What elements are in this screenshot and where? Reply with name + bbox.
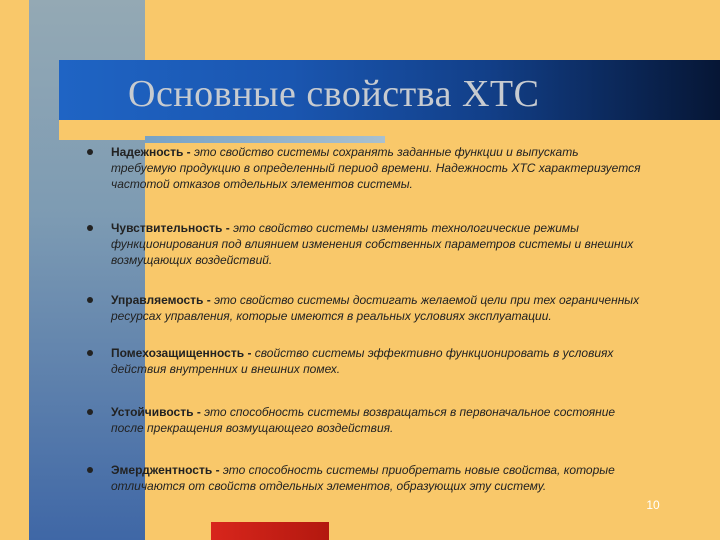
property-description: это способность системы возвращаться в первоначальное состояние после прекращения возмущающего воздействия. (111, 405, 616, 435)
property-description: это свойство системы изменять технологические режимы функционирования под влиянием изменения собственных параметров системы и внешних возмущающих воздействий. (111, 221, 634, 267)
property-separator: - (222, 221, 234, 235)
bullet-dot-icon (87, 225, 93, 231)
title-accent-line (145, 136, 385, 143)
property-term: Управляемость (111, 293, 204, 307)
bottom-accent-bar (211, 522, 329, 540)
property-description: свойство системы эффективно функционировать в условиях действия внутренних и внешних помех. (111, 346, 614, 376)
bullet-dot-icon (87, 467, 93, 473)
property-description: это свойство системы достигать желаемой цели при тех ограниченных ресурсах управления, которые имеются в реальных условиях эксплуатации. (111, 293, 640, 323)
bullet-dot-icon (87, 409, 93, 415)
title-bar-notch (59, 120, 145, 140)
property-term: Чувствительность (111, 221, 223, 235)
bullet-dot-icon (87, 149, 93, 155)
property-term: Надежность (111, 145, 184, 159)
property-term: Устойчивость (111, 405, 194, 419)
bullet-dot-icon (87, 297, 93, 303)
property-separator: - (212, 463, 223, 477)
property-description: это свойство системы сохранять заданные функции и выпускать требуемую продукцию в определенный период времени. Надежность ХТС характеризуется частотой отказов отдельных элементов системы. (111, 145, 641, 191)
property-separator: - (183, 145, 194, 159)
page-number: 10 (646, 498, 660, 512)
property-separator: - (244, 346, 255, 360)
property-term: Помехозащищенность (111, 346, 245, 360)
property-separator: - (193, 405, 205, 419)
bullet-dot-icon (87, 350, 93, 356)
property-term: Эмерджентность (111, 463, 213, 477)
property-separator: - (203, 293, 215, 307)
property-description: это способность системы приобретать новые свойства, которые отличаются от свойств отдельных элементов, образующих эту систему. (111, 463, 615, 493)
slide-title: Основные свойства ХТС (128, 73, 540, 115)
